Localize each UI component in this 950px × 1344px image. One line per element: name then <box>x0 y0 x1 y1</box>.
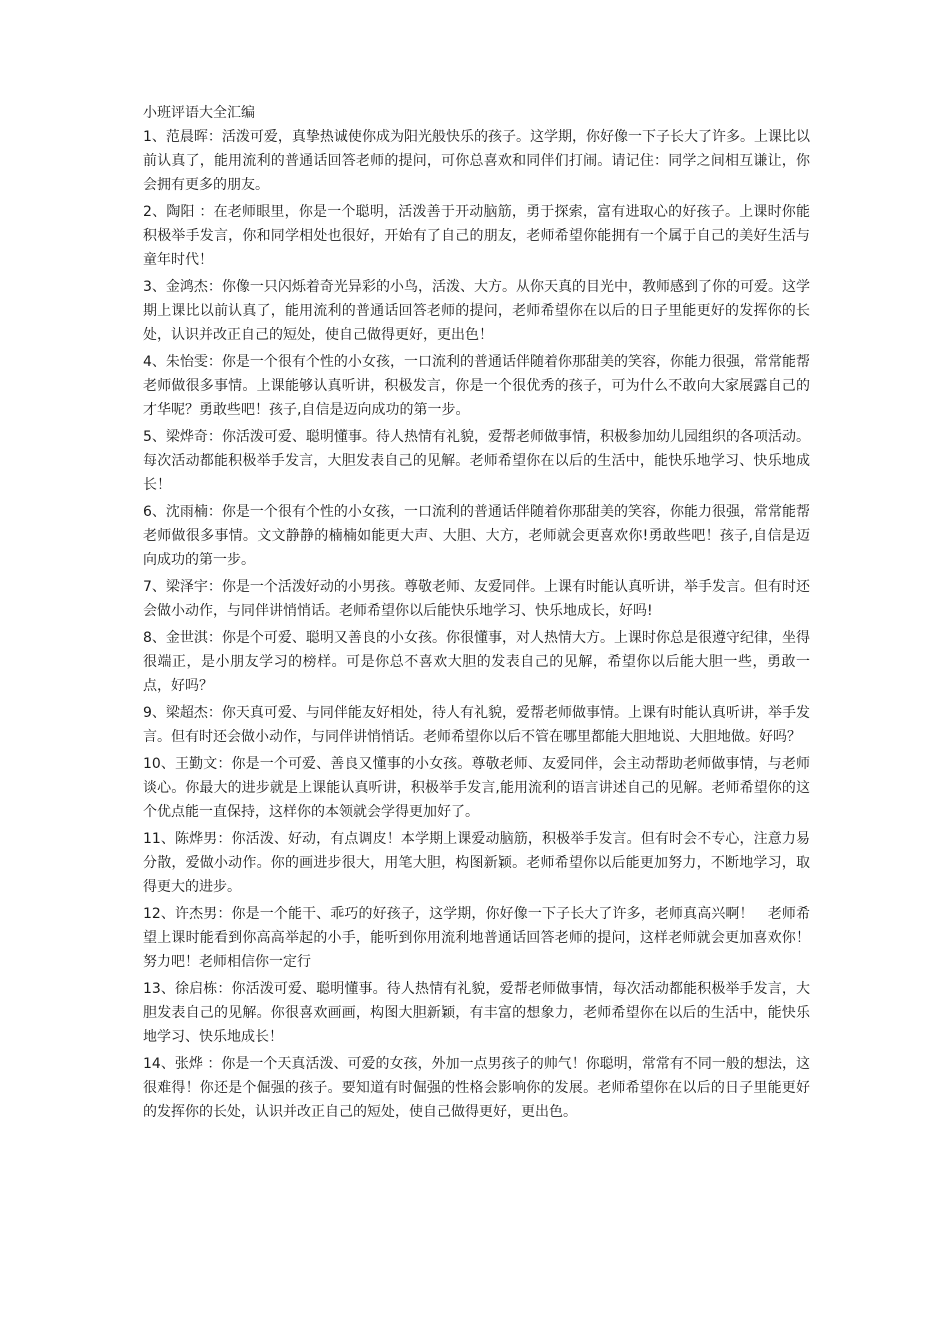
comment-entry-12: 12、许杰男：你是一个能干、乖巧的好孩子，这学期，你好像一下子长大了许多，老师真高兴啊！ 老师希望上课时能看到你高高举起的小手，能听到你用流利地普通话回答老师的提问，这样老师就会更加喜欢你！努力吧！老师相信你一定行 <box>143 906 810 970</box>
comment-entry-13: 13、徐启栋：你活泼可爱、聪明懂事。待人热情有礼貌，爱帮老师做事情，每次活动都能积极举手发言，大胆发表自己的见解。你很喜欢画画，构图大胆新颖，有丰富的想象力，老师希望你在以后的生活中，能快乐地学习、快乐地成长！ <box>143 981 810 1045</box>
comment-entry-9: 9、梁超杰：你天真可爱、与同伴能友好相处，待人有礼貌，爱帮老师做事情。上课有时能认真听讲，举手发言。但有时还会做小动作，与同伴讲悄悄话。老师希望你以后不管在哪里都能大胆地说、大胆地做。好吗？ <box>143 705 810 745</box>
comment-entry-5: 5、梁烨奇：你活泼可爱、聪明懂事。待人热情有礼貌，爱帮老师做事情，积极参加幼儿园组织的各项活动。每次活动都能积极举手发言，大胆发表自己的见解。老师希望你在以后的生活中，能快乐地学习、快乐地成长！ <box>143 429 810 493</box>
comment-entry-3: 3、金鸿杰：你像一只闪烁着奇光异彩的小鸟，活泼、大方。从你天真的目光中，教师感到了你的可爱。这学期上课比以前认真了，能用流利的普通话回答老师的提问，老师希望你在以后的日子里能更好的发挥你的长处，认识并改正自己的短处，使自己做得更好，更出色！ <box>143 279 810 343</box>
document-title: 小班评语大全汇编 <box>143 105 255 121</box>
comment-entry-4: 4、朱怡雯：你是一个很有个性的小女孩，一口流利的普通话伴随着你那甜美的笑容，你能力很强，常常能帮老师做很多事情。上课能够认真听讲，积极发言，你是一个很优秀的孩子，可为什么不敢向大家展露自己的才华呢？勇敢些吧！孩子,自信是迈向成功的第一步。 <box>143 354 810 418</box>
comment-entry-2: 2、陶阳 ：在老师眼里，你是一个聪明，活泼善于开动脑筋，勇于探索，富有进取心的好孩子。上课时你能积极举手发言，你和同学相处也很好，开始有了自己的朋友，老师希望你能拥有一个属于自己的美好生活与童年时代！ <box>143 204 810 268</box>
comment-entry-7: 7、梁泽宇：你是一个活泼好动的小男孩。尊敬老师、友爱同伴。上课有时能认真听讲，举手发言。但有时还会做小动作，与同伴讲悄悄话。老师希望你以后能快乐地学习、快乐地成长，好吗! <box>143 579 810 619</box>
document-body <box>143 101 810 1127</box>
comment-entry-8: 8、金世淇：你是个可爱、聪明又善良的小女孩。你很懂事，对人热情大方。上课时你总是很遵守纪律，坐得很端正，是小朋友学习的榜样。可是你总不喜欢大胆的发表自己的见解，希望你以后能大胆一些，勇敢一点，好吗？ <box>143 630 810 694</box>
comment-entry-11: 11、陈烨男：你活泼、好动，有点调皮！本学期上课爱动脑筋，积极举手发言。但有时会不专心，注意力易分散，爱做小动作。你的画进步很大，用笔大胆，构图新颖。老师希望你以后能更加努力，不断地学习，取得更大的进步。 <box>143 831 810 895</box>
comment-entry-10: 10、王勤文：你是一个可爱、善良又懂事的小女孩。尊敬老师、友爱同伴，会主动帮助老师做事情，与老师谈心。你最大的进步就是上课能认真听讲，积极举手发言,能用流利的语言讲述自己的见解。老师希望你的这个优点能一直保持，这样你的本领就会学得更加好了。 <box>143 756 810 820</box>
comment-entry-1: 1、范晨晖：活泼可爱，真挚热诚使你成为阳光般快乐的孩子。这学期，你好像一下子长大了许多。上课比以前认真了，能用流利的普通话回答老师的提问，可你总喜欢和同伴们打闹。请记住：同学之间相互谦让，你会拥有更多的朋友。 <box>143 129 810 193</box>
comment-entry-6: 6、沈雨楠：你是一个很有个性的小女孩，一口流利的普通话伴随着你那甜美的笑容，你能力很强，常常能帮老师做很多事情。文文静静的楠楠如能更大声、大胆、大方，老师就会更喜欢你!勇敢些吧！孩子,自信是迈向成功的第一步。 <box>143 504 810 568</box>
comment-entry-14: 14、张烨 ：你是一个天真活泼、可爱的女孩，外加一点男孩子的帅气！你聪明，常常有不同一般的想法，这很难得！你还是个倔强的孩子。要知道有时倔强的性格会影响你的发展。老师希望你在以后的日子里能更好的发挥你的长处，认识并改正自己的短处，使自己做得更好，更出色。 <box>143 1056 810 1120</box>
